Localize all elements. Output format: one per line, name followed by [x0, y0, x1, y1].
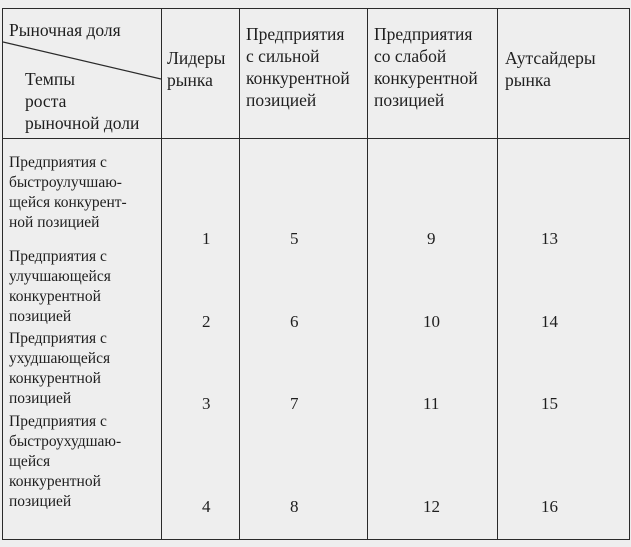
- column-divider: [161, 9, 162, 539]
- row-label-worsening: Предприятия с ухудшающейся конкурентной позицией: [9, 330, 111, 407]
- cell-value: 9: [427, 229, 436, 248]
- row-label-fast-worsening: Предприятия с быстроухудшаю- щейся конкурентной позицией: [9, 413, 122, 510]
- column-header-leaders: Лидеры рынка: [167, 48, 226, 90]
- column-header-outsiders: Аутсайдеры рынка: [505, 48, 596, 90]
- matrix-table: [2, 8, 630, 540]
- cell-value: 5: [290, 229, 299, 248]
- cell-value: 8: [290, 497, 299, 516]
- cell-value: 6: [290, 312, 299, 331]
- corner-top-label: Рыночная доля: [9, 20, 121, 40]
- cell-value: 4: [202, 497, 211, 516]
- column-header-strong: Предприятия с сильной конкурентной позицией: [246, 24, 350, 110]
- cell-value: 12: [423, 497, 440, 516]
- corner-bottom-label: Темпы роста рыночной доли: [25, 69, 140, 133]
- cell-value: 7: [290, 394, 299, 413]
- cell-value: 13: [541, 229, 558, 248]
- column-header-weak: Предприятия со слабой конкурентной позицией: [374, 24, 478, 110]
- cell-value: 10: [423, 312, 440, 331]
- cell-value: 2: [202, 312, 211, 331]
- row-label-improving: Предприятия с улучшающейся конкурентной позицией: [9, 248, 111, 325]
- cell-value: 1: [202, 229, 211, 248]
- cell-value: 3: [202, 394, 211, 413]
- cell-value: 14: [541, 312, 558, 331]
- column-divider: [497, 9, 498, 539]
- row-label-fast-improving: Предприятия с быстроулучшаю- щейся конкурент- ной позицией: [9, 154, 127, 231]
- cell-value: 15: [541, 394, 558, 413]
- cell-value: 11: [423, 394, 440, 413]
- column-divider: [239, 9, 240, 539]
- cell-value: 16: [541, 497, 558, 516]
- column-divider: [367, 9, 368, 539]
